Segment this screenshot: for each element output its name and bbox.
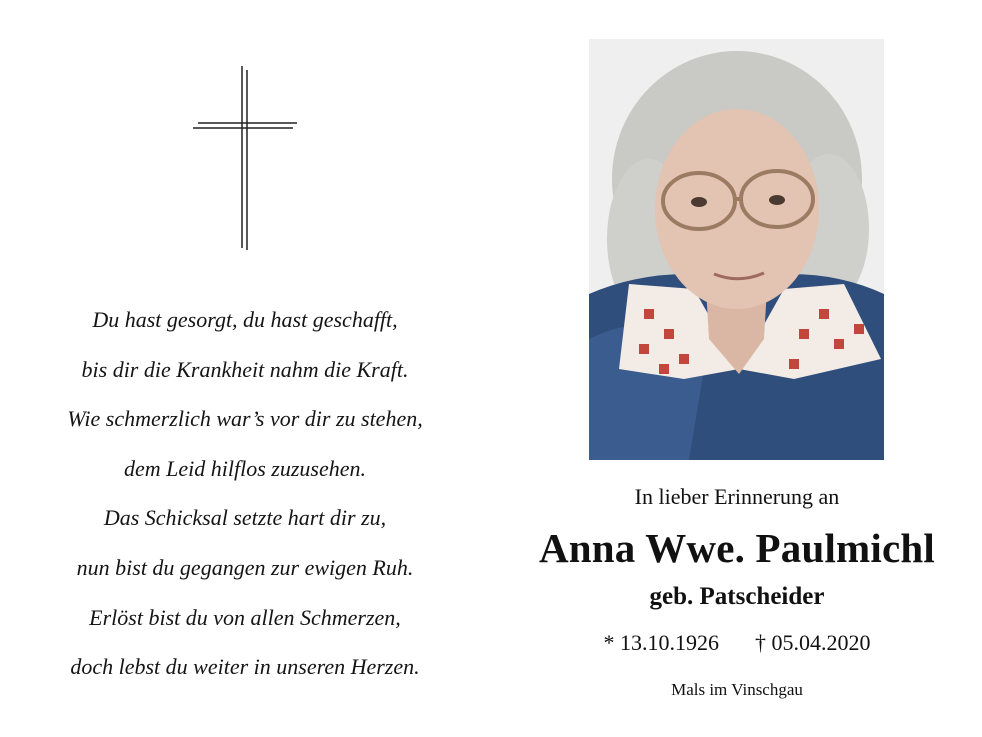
birth-date: * 13.10.1926 bbox=[603, 630, 719, 655]
poem-line: Du hast gesorgt, du hast geschafft, bbox=[92, 307, 398, 332]
poem bbox=[20, 295, 470, 692]
birth-name: geb. Patscheider bbox=[649, 583, 825, 610]
death-date: † 05.04.2020 bbox=[755, 630, 871, 655]
portrait-photo bbox=[589, 39, 884, 460]
cross-icon bbox=[193, 66, 299, 250]
portrait-image bbox=[589, 39, 884, 460]
poem-line: nun bist du gegangen zur ewigen Ruh. bbox=[76, 554, 414, 580]
poem-line: dem Leid hilflos zuzusehen. bbox=[124, 455, 366, 481]
poem-line: Das Schicksal setzte hart dir zu, bbox=[103, 505, 387, 531]
poem-line: Erlöst bist du von allen Schmerzen, bbox=[89, 604, 401, 630]
deceased-name: Anna Wwe. Paulmichl bbox=[538, 525, 935, 571]
poem-line: Wie schmerzlich war’s vor dir zu stehen, bbox=[67, 406, 423, 432]
poem-line: doch lebst du weiter in unseren Herzen. bbox=[70, 654, 420, 680]
memorial-intro: In lieber Erinnerung an bbox=[634, 484, 840, 509]
place-name: Mals im Vinschgau bbox=[671, 680, 803, 699]
life-dates bbox=[510, 630, 964, 656]
poem-line: bis dir die Krankheit nahm die Kraft. bbox=[81, 356, 409, 382]
